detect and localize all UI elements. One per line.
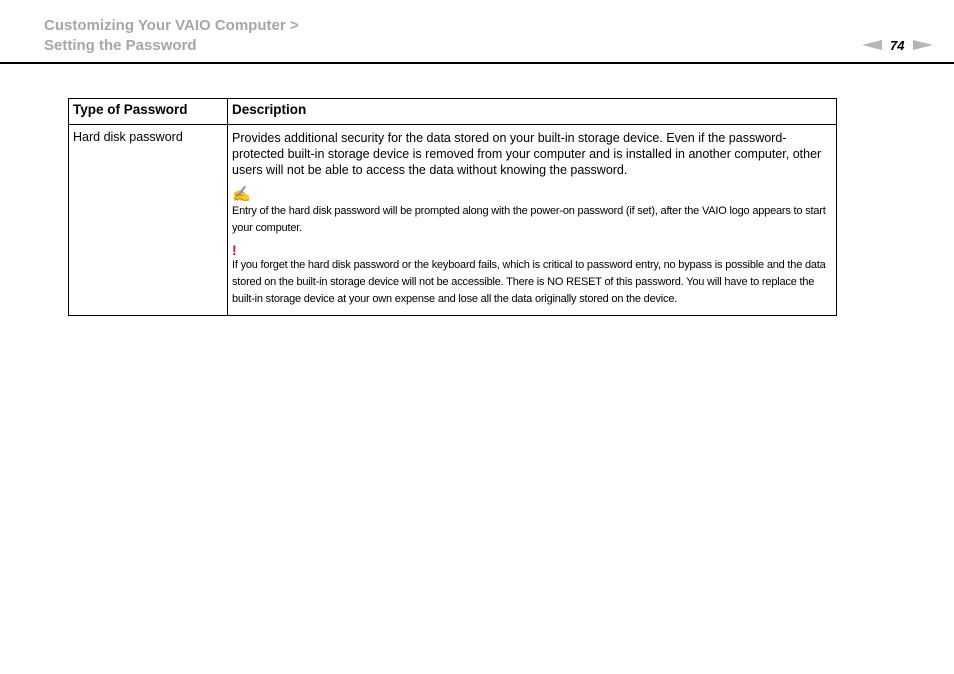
header-divider: [0, 62, 954, 64]
note-pencil-icon: ✍: [232, 186, 251, 203]
warning-text: If you forget the hard disk password or the keyboard fails, which is critical to password entry, no bypass is possible and the data stored on the built-in storage device will not be accessible. There is NO RESET of this password. You will have to replace the built-in storage device at your own expense and lose all the data originally stored on the device.: [232, 259, 826, 305]
password-table: [68, 98, 837, 316]
exclamation-icon: !: [232, 242, 237, 258]
password-type-cell: Hard disk password: [69, 125, 228, 316]
note-text: Entry of the hard disk password will be prompted along with the power-on password (if set), after the VAIO logo appears to start your computer.: [232, 205, 826, 234]
page-number: 74: [890, 37, 905, 53]
description-cell: [228, 125, 837, 316]
column-header-type: Type of Password: [69, 99, 228, 125]
column-header-description: Description: [228, 99, 837, 125]
arrow-right-icon[interactable]: [913, 40, 933, 50]
table-row: [69, 125, 837, 316]
page-navigation: [862, 37, 933, 53]
table-header-row: [69, 99, 837, 125]
breadcrumb-section: Customizing Your VAIO Computer >: [44, 17, 299, 34]
arrow-left-icon[interactable]: [862, 40, 882, 50]
breadcrumb: [44, 16, 299, 56]
breadcrumb-page-title: Setting the Password: [44, 37, 197, 54]
description-text: Provides additional security for the data stored on your built-in storage device. Even if the password-protected built-in storage device is removed from your computer and is installed in another computer, other users will not be able to access the data without knowing the password.: [232, 131, 822, 177]
